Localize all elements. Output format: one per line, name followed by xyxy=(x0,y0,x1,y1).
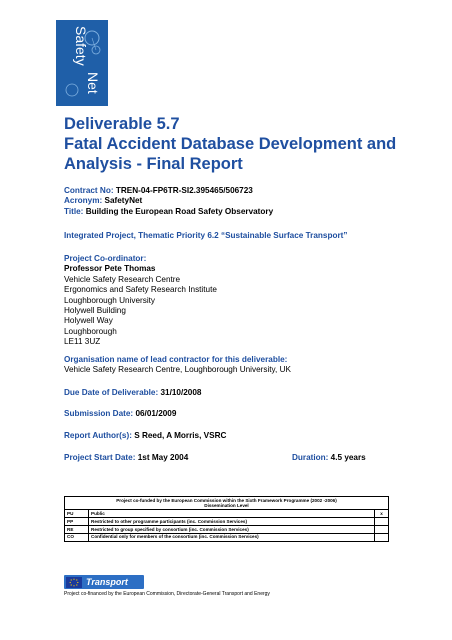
coordinator-line: LE11 3UZ xyxy=(64,337,101,347)
coordinator-line: Vehicle Safety Research Centre xyxy=(64,274,181,284)
acronym-label: Acronym: xyxy=(64,196,103,206)
row-code: CO xyxy=(65,533,89,541)
row-mark xyxy=(375,533,389,541)
contract-value: TREN-04-FP6TR-SI2.395465/506723 xyxy=(115,186,253,195)
logo-text-net: Net xyxy=(85,72,101,94)
acronym-value: SafetyNet xyxy=(104,196,143,206)
submission-date xyxy=(64,409,434,419)
organisation-block xyxy=(64,355,434,376)
duration-value: 4.5 years xyxy=(330,453,366,462)
start-date-label: Project Start Date: xyxy=(64,453,136,462)
coordinator-block xyxy=(64,254,434,348)
table-header-row xyxy=(65,497,389,510)
start-date-value: 1st May 2004 xyxy=(137,453,189,462)
footer-note: Project co-financed by the European Commission, Directorate-General Transport and Energy xyxy=(64,591,270,597)
row-code: RE xyxy=(65,525,89,533)
safetynet-logo xyxy=(56,20,108,106)
due-date-label: Due Date of Deliverable: xyxy=(64,388,159,397)
coordinator-line: Loughborough University xyxy=(64,295,156,305)
title-value: Building the European Road Safety Observatory xyxy=(85,206,274,216)
table-row xyxy=(65,518,389,526)
contract-block xyxy=(64,186,434,217)
integrated-project: Integrated Project, Thematic Priority 6.2 “Sustainable Surface Transport” xyxy=(64,231,348,240)
organisation-label: Organisation name of lead contractor for this deliverable: xyxy=(64,355,288,364)
duration-label: Duration: xyxy=(292,453,329,462)
authors-label: Report Author(s): xyxy=(64,431,132,440)
coordinator-line: Loughborough xyxy=(64,326,117,336)
table-header: Project co-funded by the European Commission within the Sixth Framework Programme (2002 -2006) xyxy=(116,497,337,503)
row-desc: Public xyxy=(89,510,375,518)
coordinator-label: Project Co-ordinator: xyxy=(64,254,147,263)
document-title xyxy=(64,114,434,174)
row-mark: x xyxy=(375,510,389,518)
transport-logo xyxy=(64,575,144,589)
authors-value: S Reed, A Morris, VSRC xyxy=(134,431,227,440)
coordinator-line: Holywell Way xyxy=(64,316,113,326)
transport-logo-text: Transport xyxy=(86,577,128,587)
title-line-2: Fatal Accident Database Development and xyxy=(64,135,397,153)
due-date-value: 31/10/2008 xyxy=(160,388,202,397)
report-authors xyxy=(64,431,434,441)
submission-date-label: Submission Date: xyxy=(64,409,134,418)
organisation-value: Vehicle Safety Research Centre, Loughborough University, UK xyxy=(64,365,291,375)
row-code: PP xyxy=(65,518,89,526)
project-dates xyxy=(64,453,434,463)
due-date xyxy=(64,388,434,398)
row-mark xyxy=(375,518,389,526)
coordinator-line: Holywell Building xyxy=(64,306,126,316)
coordinator-name: Professor Pete Thomas xyxy=(64,264,156,274)
contract-label: Contract No: xyxy=(64,186,114,195)
table-subheader: Dissemination Level xyxy=(204,503,249,509)
table-row xyxy=(65,533,389,541)
coordinator-line: Ergonomics and Safety Research Institute xyxy=(64,285,217,295)
row-desc: Restricted to other programme participants (inc. Commission Services) xyxy=(89,518,375,526)
title-line-3: Analysis - Final Report xyxy=(64,155,243,173)
table-row xyxy=(65,510,389,518)
logo-text-safety: Safety xyxy=(73,26,89,66)
row-desc: Confidential only for members of the consortium (inc. Commission Services) xyxy=(89,533,375,541)
dissemination-table xyxy=(64,496,389,542)
row-code: PU xyxy=(65,510,89,518)
table-row xyxy=(65,525,389,533)
row-desc: Restricted to group specified by consortium (inc. Commission Services) xyxy=(89,525,375,533)
title-label: Title: xyxy=(64,206,84,216)
eu-flag-icon xyxy=(66,577,82,588)
submission-date-value: 06/01/2009 xyxy=(135,409,177,418)
title-line-1: Deliverable 5.7 xyxy=(64,115,180,133)
row-mark xyxy=(375,525,389,533)
